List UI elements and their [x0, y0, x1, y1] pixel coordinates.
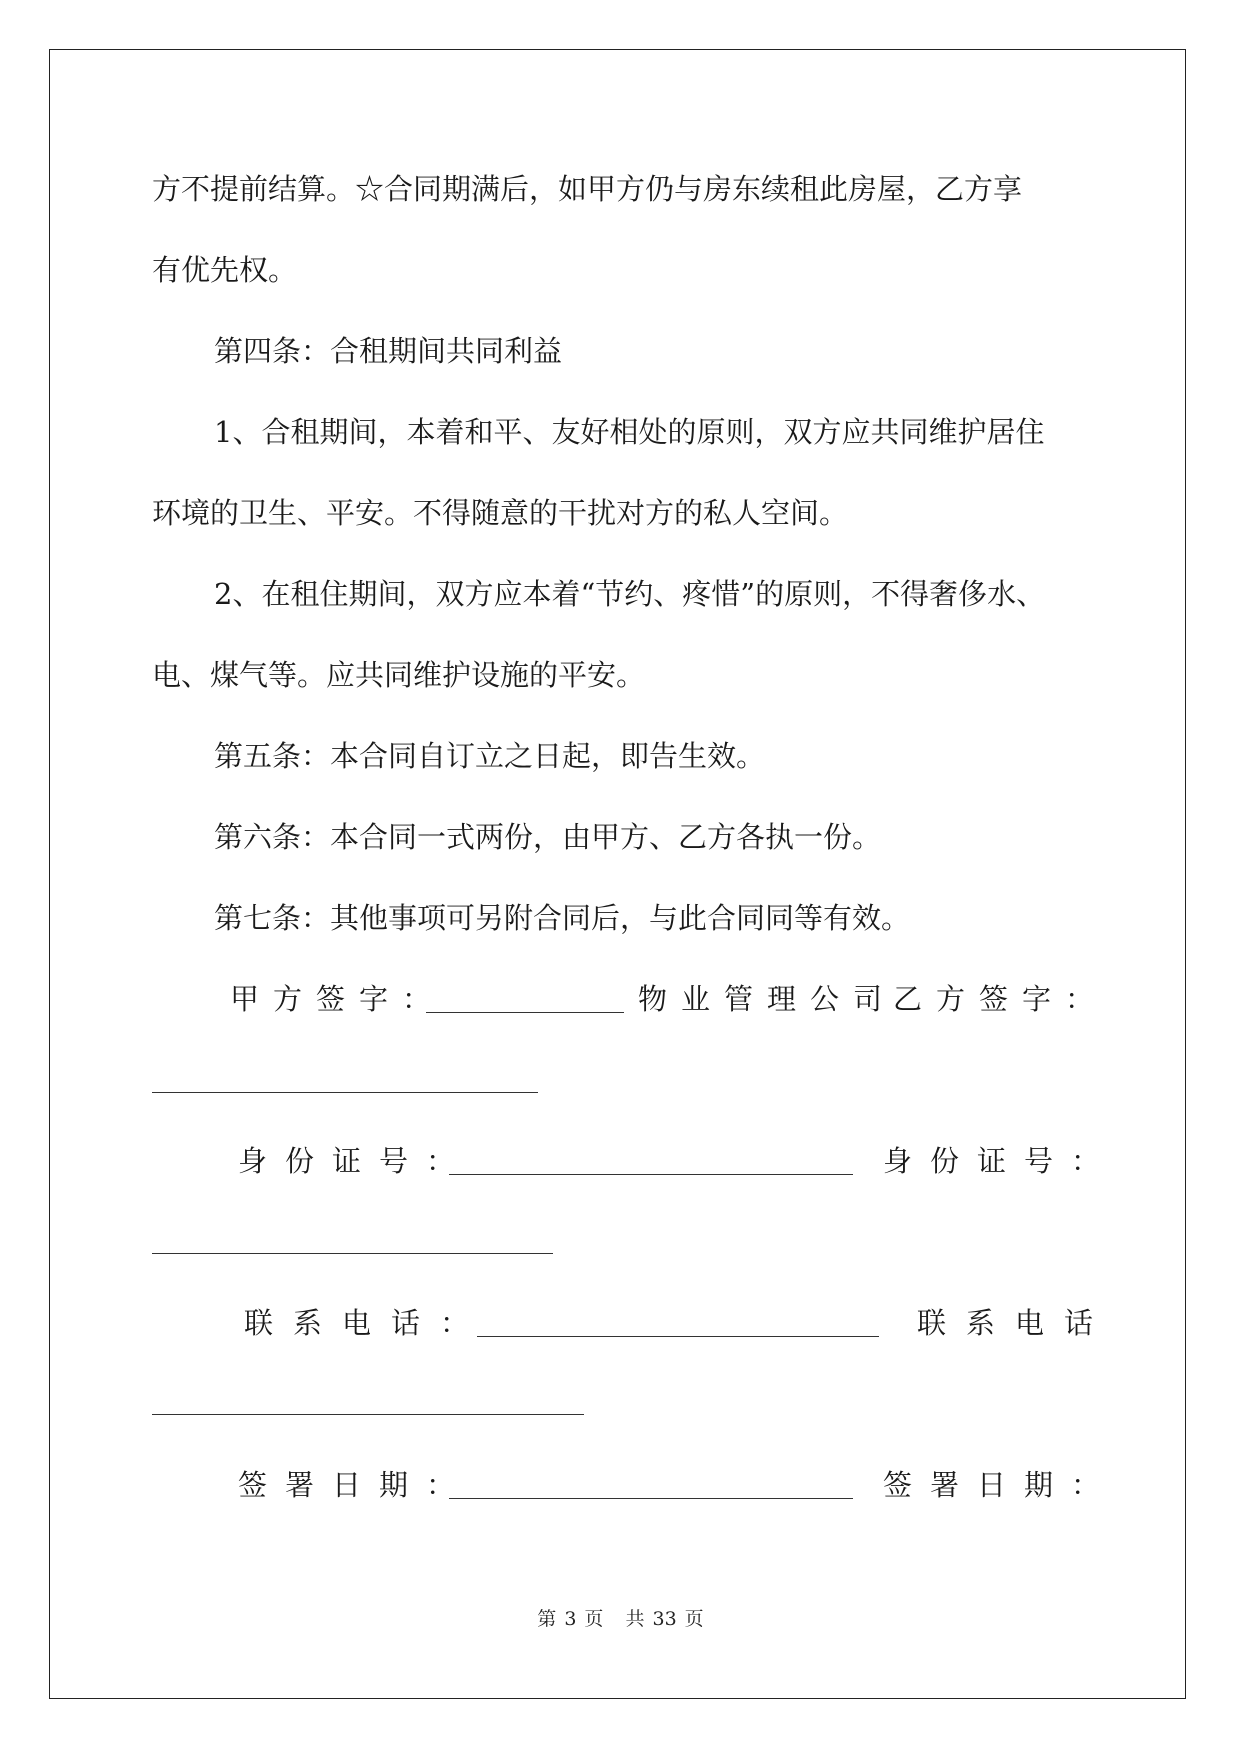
page-suffix: 页 — [584, 1608, 604, 1630]
phone-label-b: 联系电话 — [917, 1306, 1114, 1340]
party-a-sign-label: 甲方签字： — [230, 982, 446, 1016]
id-label-b: 身份证号： — [883, 1144, 1119, 1178]
article-5: 第五条：本合同自订立之日起，即告生效。 — [214, 739, 766, 773]
paragraph-line: 方不提前结算。☆合同期满后，如甲方仍与房东续租此房屋，乙方享 — [152, 172, 1023, 206]
party-a-company: 物业管理公司 — [638, 982, 897, 1016]
total-suffix: 页 — [684, 1608, 704, 1630]
date-label-a: 签署日期： — [238, 1468, 474, 1502]
phone-blank-b — [152, 1414, 584, 1415]
article-7: 第七条：其他事项可另附合同后，与此合同同等有效。 — [214, 901, 911, 935]
phone-label-a: 联系电话： — [244, 1306, 490, 1340]
page-prefix: 第 — [537, 1608, 557, 1630]
article-4-item-2-line: 2、在租住期间，双方应本着“节约、疼惜”的原则，不得奢侈水、 — [214, 577, 1046, 611]
id-blank-b — [152, 1253, 553, 1254]
total-pages: 33 — [652, 1608, 677, 1630]
id-blank-a — [449, 1174, 853, 1175]
date-label-b: 签署日期： — [883, 1468, 1119, 1502]
total-prefix: 共 — [625, 1608, 645, 1630]
page-border — [49, 49, 1186, 1699]
article-4-item-2-line: 电、煤气等。应共同维护设施的平安。 — [152, 658, 646, 692]
party-b-sign-blank — [152, 1092, 538, 1093]
article-6: 第六条：本合同一式两份，由甲方、乙方各执一份。 — [214, 820, 882, 854]
party-a-sign-blank — [426, 1012, 624, 1013]
paragraph-line: 有优先权。 — [152, 253, 298, 287]
phone-blank-a — [477, 1336, 879, 1337]
total-pages-text — [621, 1608, 707, 1630]
date-blank-a — [449, 1498, 853, 1499]
page-number-text — [533, 1608, 607, 1630]
page-footer — [0, 1604, 1241, 1631]
article-4-item-1-line: 环境的卫生、平安。不得随意的干扰对方的私人空间。 — [152, 496, 849, 530]
article-4-item-1-line: 1、合租期间，本着和平、友好相处的原则，双方应共同维护居住 — [214, 415, 1045, 449]
party-b-sign-label: 乙方签字： — [893, 982, 1109, 1016]
id-label-a: 身份证号： — [238, 1144, 474, 1178]
page-number: 3 — [564, 1608, 577, 1630]
article-4-title: 第四条：合租期间共同利益 — [214, 334, 563, 368]
